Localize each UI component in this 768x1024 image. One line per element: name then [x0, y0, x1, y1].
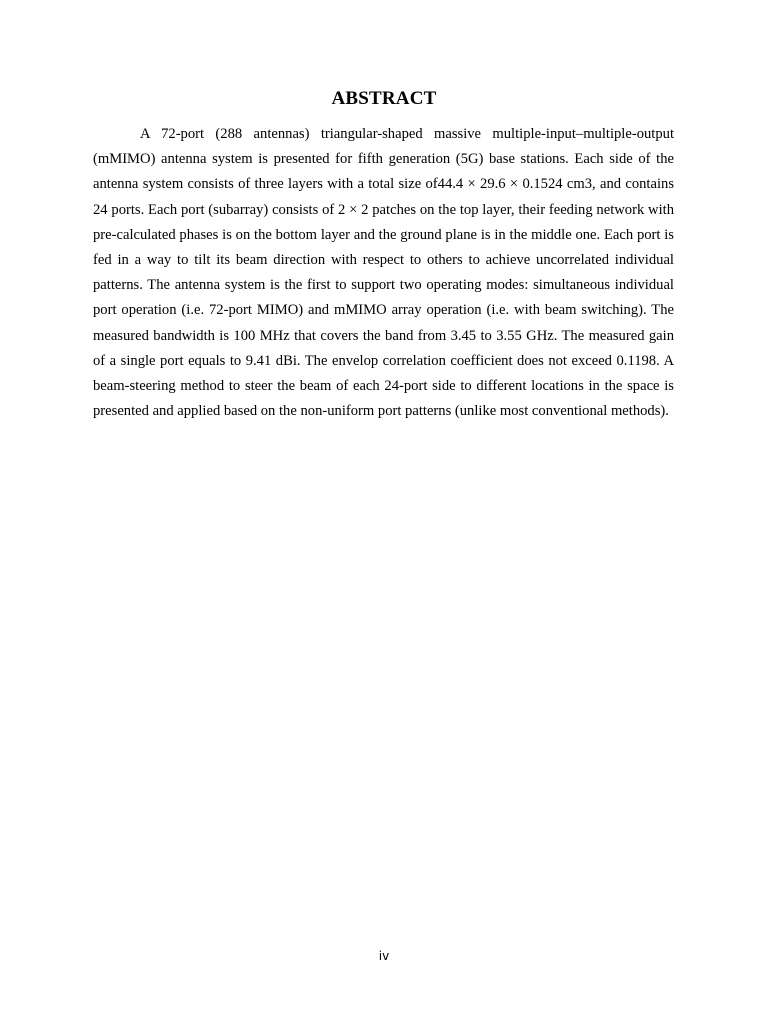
abstract-paragraph: A 72-port (288 antennas) triangular-shaped massive multiple-input–multiple-output (mMIMO) antenna system is presented for fifth generation (5G) base stations. Each side of the antenna system consists of three layers with a total size of44.4 × 29.6 × 0.1524 cm3, and contains 24 ports. Each port (subarray) consists of 2 × 2 patches on the top layer, their feeding network with pre-calculated phases is on the bottom layer and the ground plane is in the middle one. Each port is fed in a way to tilt its beam direction with respect to others to achieve uncorrelated individual patterns. The antenna system is the first to support two operating modes: simultaneous individual port operation (i.e. 72-port MIMO) and mMIMO array operation (i.e. with beam switching). The measured bandwidth is 100 MHz that covers the band from 3.45 to 3.55 GHz. The measured gain of a single port equals to 9.41 dBi. The envelop correlation coefficient does not exceed 0.1198. A beam-steering method to steer the beam of each 24-port side to different locations in the space is presented and applied based on the non-uniform port patterns (unlike most conventional methods).: [93, 126, 674, 420]
abstract-heading: ABSTRACT: [331, 88, 437, 109]
page-number: iv: [378, 949, 390, 963]
